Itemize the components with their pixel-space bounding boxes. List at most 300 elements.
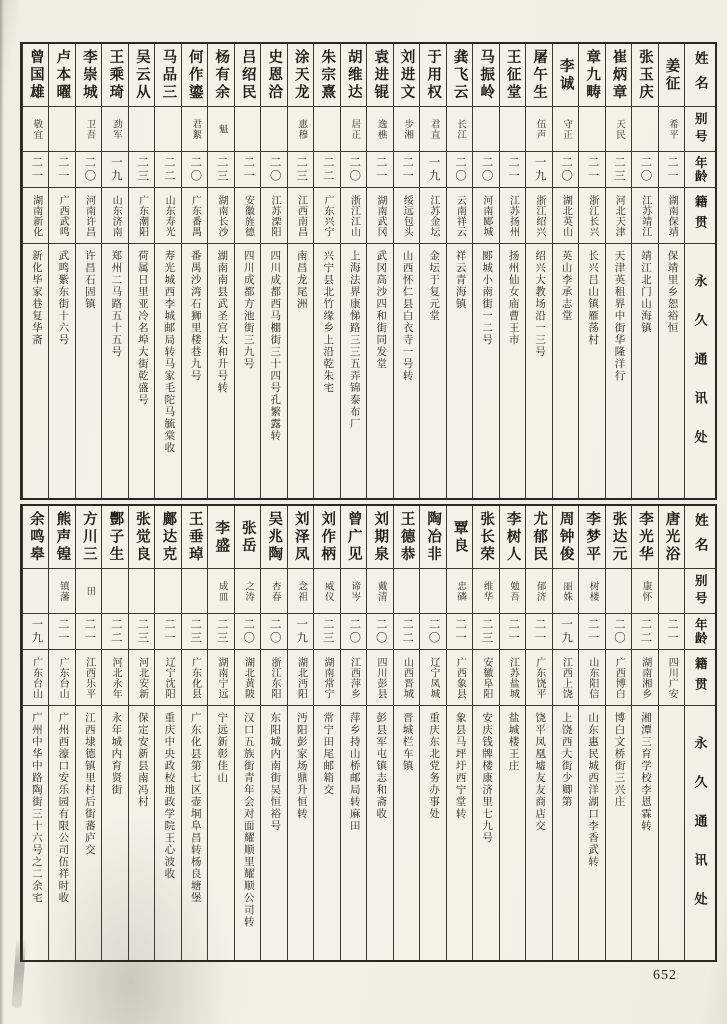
person-address: 萍乡持山桥邮局转麻田	[348, 712, 360, 832]
person-column	[313, 506, 339, 960]
header-alias: 别号	[685, 107, 715, 152]
person-column	[472, 44, 498, 498]
person-address: 南昌龙尾洲	[295, 250, 307, 310]
person-address: 许昌石固镇	[83, 250, 95, 310]
person-name: 唐光浴	[659, 506, 684, 569]
person-alias: 伍声	[526, 107, 551, 152]
person-column	[525, 506, 551, 960]
person-age: 二一	[367, 152, 392, 188]
person-alias	[659, 569, 684, 614]
person-name: 袁进锟	[367, 44, 392, 107]
person-address: 沔阳彭家场鼎升恒转	[295, 712, 307, 820]
person-column	[578, 506, 604, 960]
person-age: 二〇	[341, 614, 366, 650]
person-origin: 江西萍乡	[341, 650, 366, 706]
person-column	[552, 44, 578, 498]
person-column	[287, 44, 313, 498]
person-column	[366, 44, 392, 498]
person-address: 郾城小南街一二号	[481, 250, 493, 346]
person-alias	[394, 569, 419, 614]
person-name: 余鸣皋	[23, 506, 48, 569]
person-age: 二〇	[76, 152, 101, 188]
person-age: 二三	[208, 614, 233, 650]
person-alias: 维华	[473, 569, 498, 614]
person-name: 涂天龙	[288, 44, 313, 107]
person-column	[419, 506, 445, 960]
person-origin: 河南许昌	[76, 188, 101, 244]
person-alias	[261, 107, 286, 152]
person-age: 二一	[447, 614, 472, 650]
person-address: 新化毕家巷复华斋	[30, 250, 42, 346]
person-name: 吕绍民	[235, 44, 260, 107]
person-origin: 浙江东阳	[261, 650, 286, 706]
person-origin: 绥远包头	[394, 188, 419, 244]
person-name: 李崇城	[76, 44, 101, 107]
person-address: 安庆钱牌楼康济里七九号	[481, 712, 493, 844]
person-name: 张达元	[606, 506, 631, 569]
header-origin: 籍贯	[685, 188, 715, 244]
person-alias: 逸樵	[367, 107, 392, 152]
person-age: 二〇	[367, 614, 392, 650]
person-alias: 守正	[553, 107, 578, 152]
person-alias: 君絮	[182, 107, 207, 152]
person-origin: 湖南常宁	[314, 650, 339, 706]
person-origin: 浙江江山	[341, 188, 366, 244]
person-name: 刘泽凤	[288, 506, 313, 569]
header-address: 永久通讯处	[692, 273, 708, 469]
person-address: 天津英租界中街华隆洋行	[613, 250, 625, 382]
person-name: 曾广见	[341, 506, 366, 569]
person-name: 方川三	[76, 506, 101, 569]
person-origin: 云南祥云	[447, 188, 472, 244]
directory-table-top	[20, 42, 717, 500]
person-column	[393, 44, 419, 498]
person-address: 广东化县第七区壶垌阜昌转杨良塘堡	[189, 712, 201, 904]
person-origin: 辽宁沈阳	[155, 650, 180, 706]
person-column	[101, 506, 127, 960]
person-origin: 安徽旌德	[235, 188, 260, 244]
person-origin: 湖北黄陂	[235, 650, 260, 706]
person-address: 彭县军屯镇志和斋收	[375, 712, 387, 820]
person-alias: 魁	[208, 107, 233, 152]
person-address: 饶平凤凰墟友友商店交	[534, 712, 546, 832]
person-age: 二二	[632, 614, 657, 650]
person-alias	[473, 107, 498, 152]
person-column	[22, 44, 48, 498]
person-name: 王垂琸	[182, 506, 207, 569]
person-age: 二〇	[447, 152, 472, 188]
person-origin: 山东寿光	[155, 188, 180, 244]
person-address: 重庆东北党务办事处	[428, 712, 440, 820]
person-alias	[579, 107, 604, 152]
person-column	[446, 44, 472, 498]
person-age: 一九	[420, 152, 445, 188]
person-name: 张觉良	[129, 506, 154, 569]
person-column	[552, 506, 578, 960]
person-origin: 广西象县	[447, 650, 472, 706]
person-origin: 湖南武冈	[367, 188, 392, 244]
person-origin: 江苏靖江	[632, 188, 657, 244]
person-name: 覃良	[447, 506, 472, 569]
person-column	[605, 506, 631, 960]
person-origin: 江苏扬州	[500, 188, 525, 244]
header-name: 姓名	[685, 506, 715, 569]
person-age: 一九	[288, 614, 313, 650]
person-age: 一九	[526, 152, 551, 188]
person-name: 龚飞云	[447, 44, 472, 107]
person-origin: 广东台山	[23, 650, 48, 706]
person-age: 二三	[129, 152, 154, 188]
person-address: 郑州二马路五十五号	[110, 250, 122, 358]
person-address: 四川成都方池街三九号	[242, 250, 254, 370]
person-address: 兴宁县北竹缘乡上沿乾朱宅	[322, 250, 334, 394]
person-alias: 镇藩	[49, 569, 74, 614]
person-alias: 康怀	[632, 569, 657, 614]
person-alias: 君直	[420, 107, 445, 152]
person-name: 陶冶非	[420, 506, 445, 569]
person-name: 刘期泉	[367, 506, 392, 569]
person-address	[659, 706, 684, 960]
person-origin: 江西上饶	[553, 650, 578, 706]
person-column	[631, 44, 657, 498]
person-alias: 之涛	[235, 569, 260, 614]
person-age: 二三	[288, 152, 313, 188]
person-age: 二〇	[473, 152, 498, 188]
person-name: 张长荣	[473, 506, 498, 569]
scan-smudge-artifact	[12, 938, 27, 1009]
person-origin: 山东济南	[102, 188, 127, 244]
header-alias: 别号	[685, 569, 715, 614]
person-alias: 天民	[606, 107, 631, 152]
person-column	[207, 44, 233, 498]
person-alias: 希平	[659, 107, 684, 152]
person-name: 章九畴	[579, 44, 604, 107]
person-address: 晋城栏车镇	[401, 712, 413, 772]
person-age: 二二	[314, 152, 339, 188]
person-address: 广州西濠口安乐园有限公司伍祥时收	[57, 712, 69, 904]
person-alias: 劲军	[102, 107, 127, 152]
person-name: 崔炳章	[606, 44, 631, 107]
person-name: 王乘琦	[102, 44, 127, 107]
person-address: 扬州仙女庙曹王市	[507, 250, 519, 346]
person-origin: 湖南宁远	[208, 650, 233, 706]
header-address: 永久通讯处	[692, 735, 708, 931]
person-alias: 念祖	[288, 569, 313, 614]
person-alias: 郁济	[526, 569, 551, 614]
person-name: 吴兆陶	[261, 506, 286, 569]
person-alias: 惠穆	[288, 107, 313, 152]
scan-edge-shadow	[0, 0, 4, 1024]
person-address: 上饶西大街少卿第	[560, 712, 572, 808]
person-address: 四川成都西马棚街三十四号孔繁露转	[269, 250, 281, 442]
person-column	[340, 506, 366, 960]
person-alias	[129, 107, 154, 152]
person-age: 二一	[49, 152, 74, 188]
person-alias	[500, 107, 525, 152]
person-name: 刘作柄	[314, 506, 339, 569]
person-address: 汉口五族街青年会对面耀顺里耀顺公司转	[242, 712, 254, 928]
person-column	[154, 506, 180, 960]
person-address: 湖南南县武圣宫太和升号转	[216, 250, 228, 394]
person-alias: 成皿	[208, 569, 233, 614]
person-column	[260, 44, 286, 498]
person-column	[605, 44, 631, 498]
person-column	[499, 44, 525, 498]
page-number: 652	[653, 968, 677, 983]
person-origin: 湖南保靖	[659, 188, 684, 244]
person-name: 马品三	[155, 44, 180, 107]
person-name: 曾国雄	[23, 44, 48, 107]
person-alias: 忠磷	[447, 569, 472, 614]
person-alias	[182, 569, 207, 614]
person-age: 二一	[500, 614, 525, 650]
person-age: 一九	[553, 614, 578, 650]
person-alias: 步湘	[394, 107, 419, 152]
person-name: 姜征	[659, 44, 684, 107]
person-name: 朱宗熹	[314, 44, 339, 107]
person-age: 二一	[23, 152, 48, 188]
person-address: 武冈高沙四和街同发堂	[375, 250, 387, 370]
person-column	[525, 44, 551, 498]
person-alias: 居正	[341, 107, 366, 152]
person-age: 二一	[579, 152, 604, 188]
person-alias: 威仪	[314, 569, 339, 614]
person-name: 卢本曜	[49, 44, 74, 107]
person-origin: 浙江绍兴	[526, 188, 551, 244]
person-address: 英山李承志堂	[560, 250, 572, 322]
person-column	[260, 506, 286, 960]
person-name: 鄺达克	[155, 506, 180, 569]
person-origin: 湖南湘乡	[632, 650, 657, 706]
person-alias: 树楼	[579, 569, 604, 614]
person-address: 博白文桥街三兴庄	[613, 712, 625, 808]
person-name: 胡维达	[341, 44, 366, 107]
person-name: 李盛	[208, 506, 233, 569]
header-age: 年龄	[685, 614, 715, 650]
person-origin: 山东阳信	[579, 650, 604, 706]
person-age: 二一	[76, 614, 101, 650]
person-origin: 湖南新化	[23, 188, 48, 244]
person-age: 二三	[606, 152, 631, 188]
person-name: 王征堂	[500, 44, 525, 107]
person-name: 张玉庆	[632, 44, 657, 107]
person-origin: 湖南长沙	[208, 188, 233, 244]
person-origin: 江西南昌	[288, 188, 313, 244]
person-column	[48, 506, 74, 960]
person-age: 二〇	[420, 614, 445, 650]
person-age: 二〇	[341, 152, 366, 188]
person-address: 祥云青海镇	[454, 250, 466, 310]
person-address: 保靖里乡恕裕恒	[666, 250, 678, 334]
person-age: 一九	[102, 152, 127, 188]
person-age: 二一	[526, 614, 551, 650]
person-alias	[49, 107, 74, 152]
person-age: 二一	[235, 152, 260, 188]
person-column	[340, 44, 366, 498]
person-age: 二一	[500, 152, 525, 188]
person-origin: 广西武鸣	[49, 188, 74, 244]
person-name: 马振岭	[473, 44, 498, 107]
person-column	[22, 506, 48, 960]
person-origin: 河北天津	[606, 188, 631, 244]
person-origin: 江苏盐城	[500, 650, 525, 706]
person-alias	[129, 569, 154, 614]
person-origin: 广东番禺	[182, 188, 207, 244]
person-address: 盐城楼王庄	[507, 712, 519, 772]
person-address: 靖江北门山海镇	[640, 250, 652, 334]
person-origin: 安徽阜阳	[473, 650, 498, 706]
person-age: 二一	[155, 614, 180, 650]
person-age: 二二	[155, 152, 180, 188]
person-alias: 杏春	[261, 569, 286, 614]
directory-table-bottom	[20, 504, 717, 962]
person-name: 何作鎏	[182, 44, 207, 107]
person-address: 绍兴大教场沿一三号	[534, 250, 546, 358]
person-address: 山东惠民城西洋湖口李香武转	[587, 712, 599, 868]
person-age: 二二	[102, 614, 127, 650]
person-column	[101, 44, 127, 498]
person-origin: 广西博白	[606, 650, 631, 706]
header-origin: 籍贯	[685, 650, 715, 706]
person-column	[419, 44, 445, 498]
person-column	[154, 44, 180, 498]
person-origin: 湖北沔阳	[288, 650, 313, 706]
person-alias: 敬宜	[23, 107, 48, 152]
person-name: 吴云从	[129, 44, 154, 107]
person-origin: 广东兴宁	[314, 188, 339, 244]
person-age: 二一	[579, 614, 604, 650]
person-name: 酆子生	[102, 506, 127, 569]
person-column	[181, 506, 207, 960]
person-alias: 长江	[447, 107, 472, 152]
person-age: 二〇	[261, 152, 286, 188]
person-address: 保定安新县南冯村	[136, 712, 148, 808]
person-age: 二〇	[235, 614, 260, 650]
person-column	[75, 44, 101, 498]
person-alias	[606, 569, 631, 614]
person-address: 湘潭三育学校李恩霖转	[640, 712, 652, 832]
person-age: 二三	[129, 614, 154, 650]
person-name: 史恩洽	[261, 44, 286, 107]
person-address: 寿光城西李城邮局转马家毛陀马毓棠收	[163, 250, 175, 454]
person-name: 熊声锽	[49, 506, 74, 569]
person-alias	[155, 569, 180, 614]
person-name: 屠午生	[526, 44, 551, 107]
person-column	[631, 506, 657, 960]
person-origin: 浙江长兴	[579, 188, 604, 244]
person-name: 周钟俊	[553, 506, 578, 569]
person-address: 永年城内育贤街	[110, 712, 122, 796]
person-address: 荷属日里亚冷名埠大街乾盛号	[136, 250, 148, 406]
person-origin: 江苏金坛	[420, 188, 445, 244]
person-age: 二一	[659, 152, 684, 188]
person-column	[446, 506, 472, 960]
person-address: 常宁田尾邮箱交	[322, 712, 334, 796]
person-column	[658, 44, 684, 498]
person-address: 宁远新彰佳山	[216, 712, 228, 784]
person-column	[234, 44, 260, 498]
person-origin: 辽宁凤城	[420, 650, 445, 706]
person-age: 二〇	[606, 614, 631, 650]
person-origin: 四川彭县	[367, 650, 392, 706]
person-column	[48, 44, 74, 498]
person-origin: 河北安新	[129, 650, 154, 706]
person-age: 二三	[314, 614, 339, 650]
header-name: 姓名	[685, 44, 715, 107]
person-name: 张岳	[235, 506, 260, 569]
person-alias	[314, 107, 339, 152]
person-origin: 四川广安	[659, 650, 684, 706]
person-age: 一九	[23, 614, 48, 650]
person-alias: 田	[76, 569, 101, 614]
table-header-column	[684, 44, 715, 498]
person-origin: 山西晋城	[394, 650, 419, 706]
person-age: 二〇	[261, 614, 286, 650]
person-age: 二一	[659, 614, 684, 650]
person-alias: 丽姝	[553, 569, 578, 614]
person-name: 李树人	[500, 506, 525, 569]
person-address: 象县马坪圩西宁堂转	[454, 712, 466, 820]
table-header-column	[684, 506, 715, 960]
person-column	[207, 506, 233, 960]
header-age: 年龄	[685, 152, 715, 188]
person-column	[499, 506, 525, 960]
person-name: 于用权	[420, 44, 445, 107]
person-column	[658, 506, 684, 960]
person-alias: 勉吾	[500, 569, 525, 614]
person-address: 长兴吕山镇雁荡村	[587, 250, 599, 346]
person-column	[287, 506, 313, 960]
person-origin: 江苏溧阳	[261, 188, 286, 244]
person-name: 李光华	[632, 506, 657, 569]
person-address: 武鸣紫东街十六号	[57, 250, 69, 346]
person-alias: 戴清	[367, 569, 392, 614]
person-age: 二二	[394, 614, 419, 650]
person-address: 上海法界康悌路三三五弄锦泰布厂	[348, 250, 360, 430]
person-column	[313, 44, 339, 498]
person-address: 山西怀仁县白衣寺一号转	[401, 250, 413, 382]
person-name: 尤郁民	[526, 506, 551, 569]
person-origin: 湖北英山	[553, 188, 578, 244]
person-column	[75, 506, 101, 960]
person-alias	[235, 107, 260, 152]
person-address: 东阳城内南街吴恒裕号	[269, 712, 281, 832]
person-origin: 广东台山	[49, 650, 74, 706]
person-age: 二三	[208, 152, 233, 188]
person-name: 刘进文	[394, 44, 419, 107]
person-age: 二一	[49, 614, 74, 650]
person-column	[234, 506, 260, 960]
person-column	[578, 44, 604, 498]
person-address: 重庆中央政校地政学院王心波收	[163, 712, 175, 880]
person-address: 江西埭德镇里村后街蕃庐交	[83, 712, 95, 856]
person-origin: 江西乐平	[76, 650, 101, 706]
person-alias	[155, 107, 180, 152]
person-alias	[102, 569, 127, 614]
person-origin: 广东饶平	[526, 650, 551, 706]
person-age: 二〇	[182, 152, 207, 188]
person-name: 李梦平	[579, 506, 604, 569]
person-origin: 河南郾城	[473, 188, 498, 244]
person-age: 二三	[182, 614, 207, 650]
person-origin: 河北永年	[102, 650, 127, 706]
person-column	[128, 44, 154, 498]
person-alias	[23, 569, 48, 614]
person-age: 二一	[394, 152, 419, 188]
person-alias	[420, 569, 445, 614]
person-alias	[632, 107, 657, 152]
person-name: 王德恭	[394, 506, 419, 569]
